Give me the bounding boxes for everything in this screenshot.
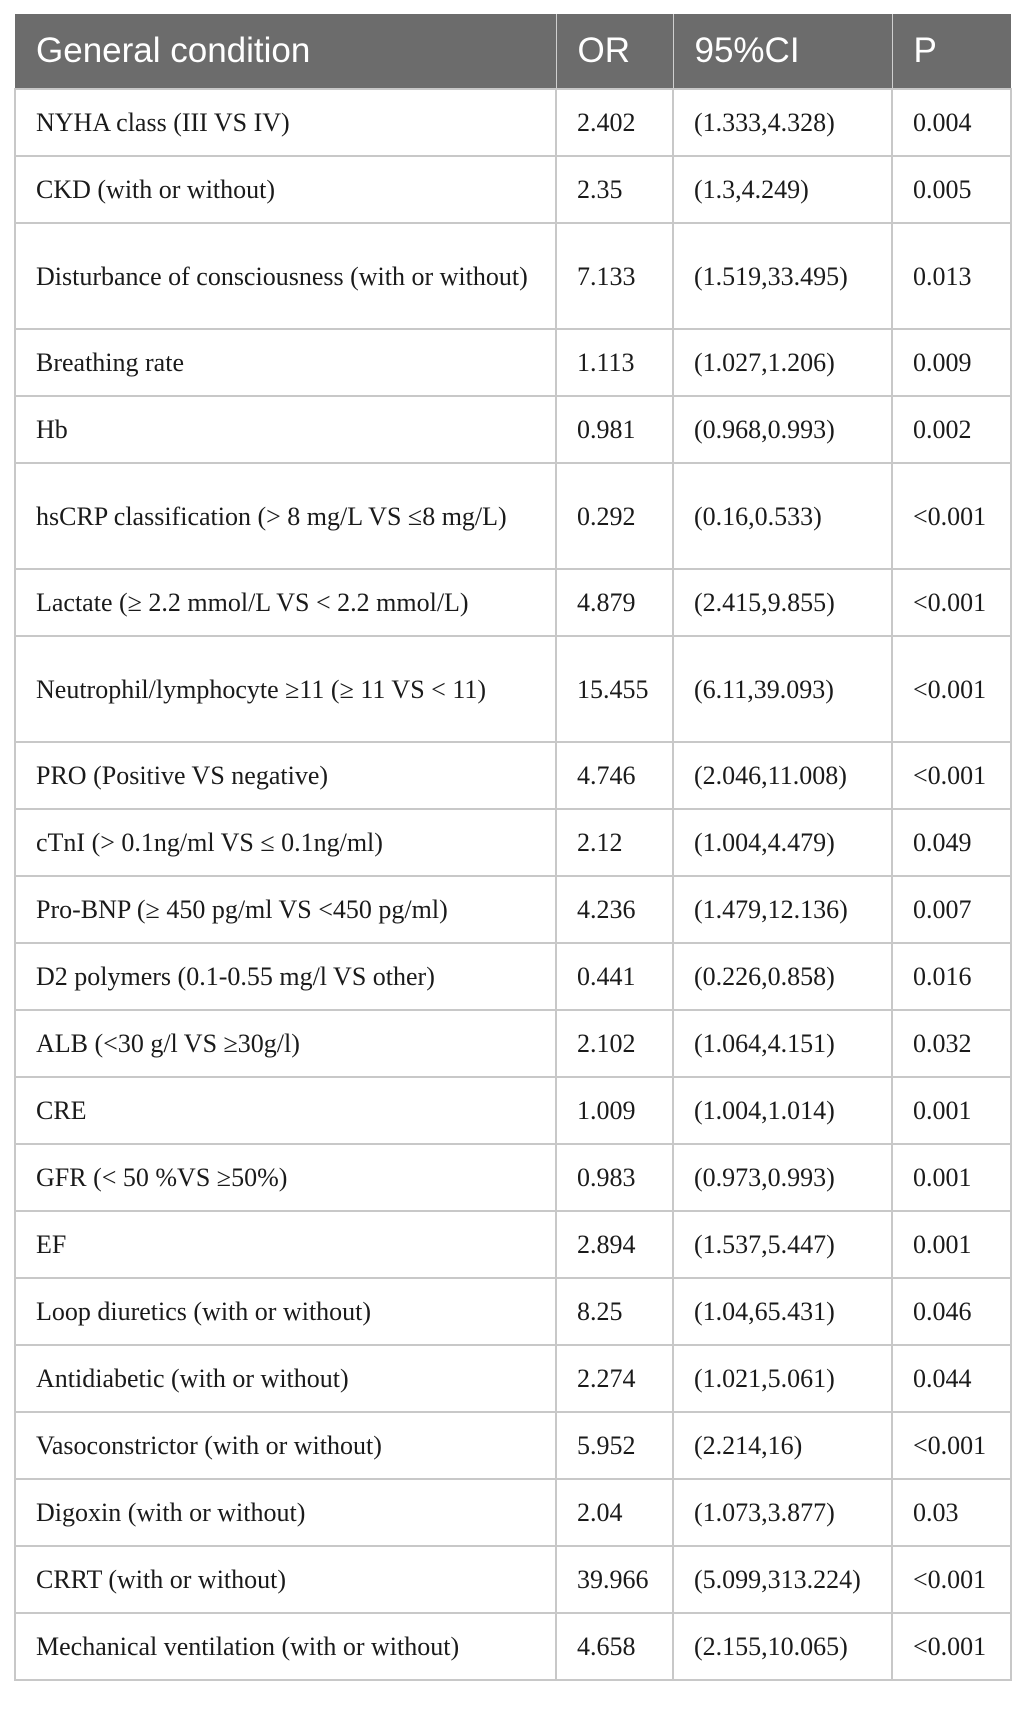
cell-ci: (2.415,9.855) — [673, 569, 892, 636]
cell-or: 0.292 — [556, 463, 673, 569]
table-body — [15, 89, 1011, 1680]
cell-or: 2.894 — [556, 1211, 673, 1278]
header-or: OR — [556, 14, 673, 89]
cell-or: 0.981 — [556, 396, 673, 463]
cell-or: 1.009 — [556, 1077, 673, 1144]
table-row — [15, 1211, 1011, 1278]
cell-or: 4.746 — [556, 742, 673, 809]
cell-condition: EF — [15, 1211, 556, 1278]
cell-ci: (2.214,16) — [673, 1412, 892, 1479]
table-row — [15, 156, 1011, 223]
cell-condition: CKD (with or without) — [15, 156, 556, 223]
table-header — [15, 14, 1011, 89]
cell-p: 0.005 — [892, 156, 1011, 223]
cell-or: 2.12 — [556, 809, 673, 876]
table-row — [15, 742, 1011, 809]
table-row — [15, 1345, 1011, 1412]
cell-ci: (1.004,4.479) — [673, 809, 892, 876]
cell-condition: CRRT (with or without) — [15, 1546, 556, 1613]
cell-or: 2.04 — [556, 1479, 673, 1546]
cell-p: <0.001 — [892, 1412, 1011, 1479]
cell-condition: Mechanical ventilation (with or without) — [15, 1613, 556, 1680]
cell-or: 7.133 — [556, 223, 673, 329]
cell-or: 4.658 — [556, 1613, 673, 1680]
table-row — [15, 1010, 1011, 1077]
cell-p: 0.044 — [892, 1345, 1011, 1412]
cell-or: 2.402 — [556, 89, 673, 156]
table-row — [15, 223, 1011, 329]
cell-p: <0.001 — [892, 1546, 1011, 1613]
cell-p: 0.001 — [892, 1077, 1011, 1144]
table-row — [15, 329, 1011, 396]
cell-condition: Antidiabetic (with or without) — [15, 1345, 556, 1412]
cell-ci: (0.226,0.858) — [673, 943, 892, 1010]
cell-p: 0.007 — [892, 876, 1011, 943]
cell-p: <0.001 — [892, 1613, 1011, 1680]
cell-or: 39.966 — [556, 1546, 673, 1613]
cell-condition: Disturbance of consciousness (with or without) — [15, 223, 556, 329]
table-row — [15, 876, 1011, 943]
cell-ci: (1.333,4.328) — [673, 89, 892, 156]
cell-or: 4.879 — [556, 569, 673, 636]
cell-ci: (0.16,0.533) — [673, 463, 892, 569]
cell-p: 0.032 — [892, 1010, 1011, 1077]
cell-p: <0.001 — [892, 463, 1011, 569]
cell-condition: GFR (< 50 %VS ≥50%) — [15, 1144, 556, 1211]
cell-ci: (2.046,11.008) — [673, 742, 892, 809]
cell-ci: (6.11,39.093) — [673, 636, 892, 742]
header-p: P — [892, 14, 1011, 89]
cell-ci: (1.027,1.206) — [673, 329, 892, 396]
cell-or: 2.102 — [556, 1010, 673, 1077]
cell-p: 0.001 — [892, 1144, 1011, 1211]
cell-ci: (1.064,4.151) — [673, 1010, 892, 1077]
table-row — [15, 1077, 1011, 1144]
cell-condition: Pro-BNP (≥ 450 pg/ml VS <450 pg/ml) — [15, 876, 556, 943]
table-row — [15, 1412, 1011, 1479]
cell-condition: NYHA class (III VS IV) — [15, 89, 556, 156]
cell-ci: (1.519,33.495) — [673, 223, 892, 329]
odds-ratio-table-container — [14, 14, 1010, 1681]
cell-or: 15.455 — [556, 636, 673, 742]
table-row — [15, 636, 1011, 742]
cell-ci: (1.021,5.061) — [673, 1345, 892, 1412]
cell-p: 0.046 — [892, 1278, 1011, 1345]
cell-p: 0.013 — [892, 223, 1011, 329]
cell-condition: hsCRP classification (> 8 mg/L VS ≤8 mg/L) — [15, 463, 556, 569]
cell-ci: (2.155,10.065) — [673, 1613, 892, 1680]
table-row — [15, 1479, 1011, 1546]
cell-or: 2.35 — [556, 156, 673, 223]
table-row — [15, 1144, 1011, 1211]
cell-condition: D2 polymers (0.1-0.55 mg/l VS other) — [15, 943, 556, 1010]
cell-or: 0.983 — [556, 1144, 673, 1211]
cell-condition: Hb — [15, 396, 556, 463]
table-row — [15, 396, 1011, 463]
cell-p: 0.001 — [892, 1211, 1011, 1278]
header-general-condition: General condition — [15, 14, 556, 89]
cell-p: 0.002 — [892, 396, 1011, 463]
cell-ci: (1.479,12.136) — [673, 876, 892, 943]
cell-or: 2.274 — [556, 1345, 673, 1412]
cell-condition: Vasoconstrictor (with or without) — [15, 1412, 556, 1479]
cell-condition: PRO (Positive VS negative) — [15, 742, 556, 809]
cell-or: 4.236 — [556, 876, 673, 943]
table-row — [15, 463, 1011, 569]
cell-ci: (1.04,65.431) — [673, 1278, 892, 1345]
cell-condition: Breathing rate — [15, 329, 556, 396]
cell-condition: cTnI (> 0.1ng/ml VS ≤ 0.1ng/ml) — [15, 809, 556, 876]
cell-ci: (1.537,5.447) — [673, 1211, 892, 1278]
cell-p: 0.049 — [892, 809, 1011, 876]
cell-p: 0.016 — [892, 943, 1011, 1010]
cell-p: <0.001 — [892, 636, 1011, 742]
cell-ci: (1.073,3.877) — [673, 1479, 892, 1546]
cell-p: <0.001 — [892, 569, 1011, 636]
table-row — [15, 1546, 1011, 1613]
cell-or: 1.113 — [556, 329, 673, 396]
cell-or: 5.952 — [556, 1412, 673, 1479]
cell-condition: Digoxin (with or without) — [15, 1479, 556, 1546]
odds-ratio-table — [14, 14, 1012, 1681]
cell-p: <0.001 — [892, 742, 1011, 809]
table-row — [15, 1613, 1011, 1680]
header-95ci: 95%CI — [673, 14, 892, 89]
table-row — [15, 809, 1011, 876]
cell-condition: Lactate (≥ 2.2 mmol/L VS < 2.2 mmol/L) — [15, 569, 556, 636]
table-row — [15, 943, 1011, 1010]
cell-p: 0.009 — [892, 329, 1011, 396]
table-row — [15, 89, 1011, 156]
table-row — [15, 1278, 1011, 1345]
cell-ci: (1.004,1.014) — [673, 1077, 892, 1144]
cell-ci: (0.968,0.993) — [673, 396, 892, 463]
cell-ci: (5.099,313.224) — [673, 1546, 892, 1613]
cell-or: 0.441 — [556, 943, 673, 1010]
cell-p: 0.03 — [892, 1479, 1011, 1546]
cell-ci: (1.3,4.249) — [673, 156, 892, 223]
header-row — [15, 14, 1011, 89]
cell-ci: (0.973,0.993) — [673, 1144, 892, 1211]
cell-condition: Loop diuretics (with or without) — [15, 1278, 556, 1345]
cell-condition: Neutrophil/lymphocyte ≥11 (≥ 11 VS < 11) — [15, 636, 556, 742]
cell-or: 8.25 — [556, 1278, 673, 1345]
cell-p: 0.004 — [892, 89, 1011, 156]
table-row — [15, 569, 1011, 636]
cell-condition: CRE — [15, 1077, 556, 1144]
cell-condition: ALB (<30 g/l VS ≥30g/l) — [15, 1010, 556, 1077]
